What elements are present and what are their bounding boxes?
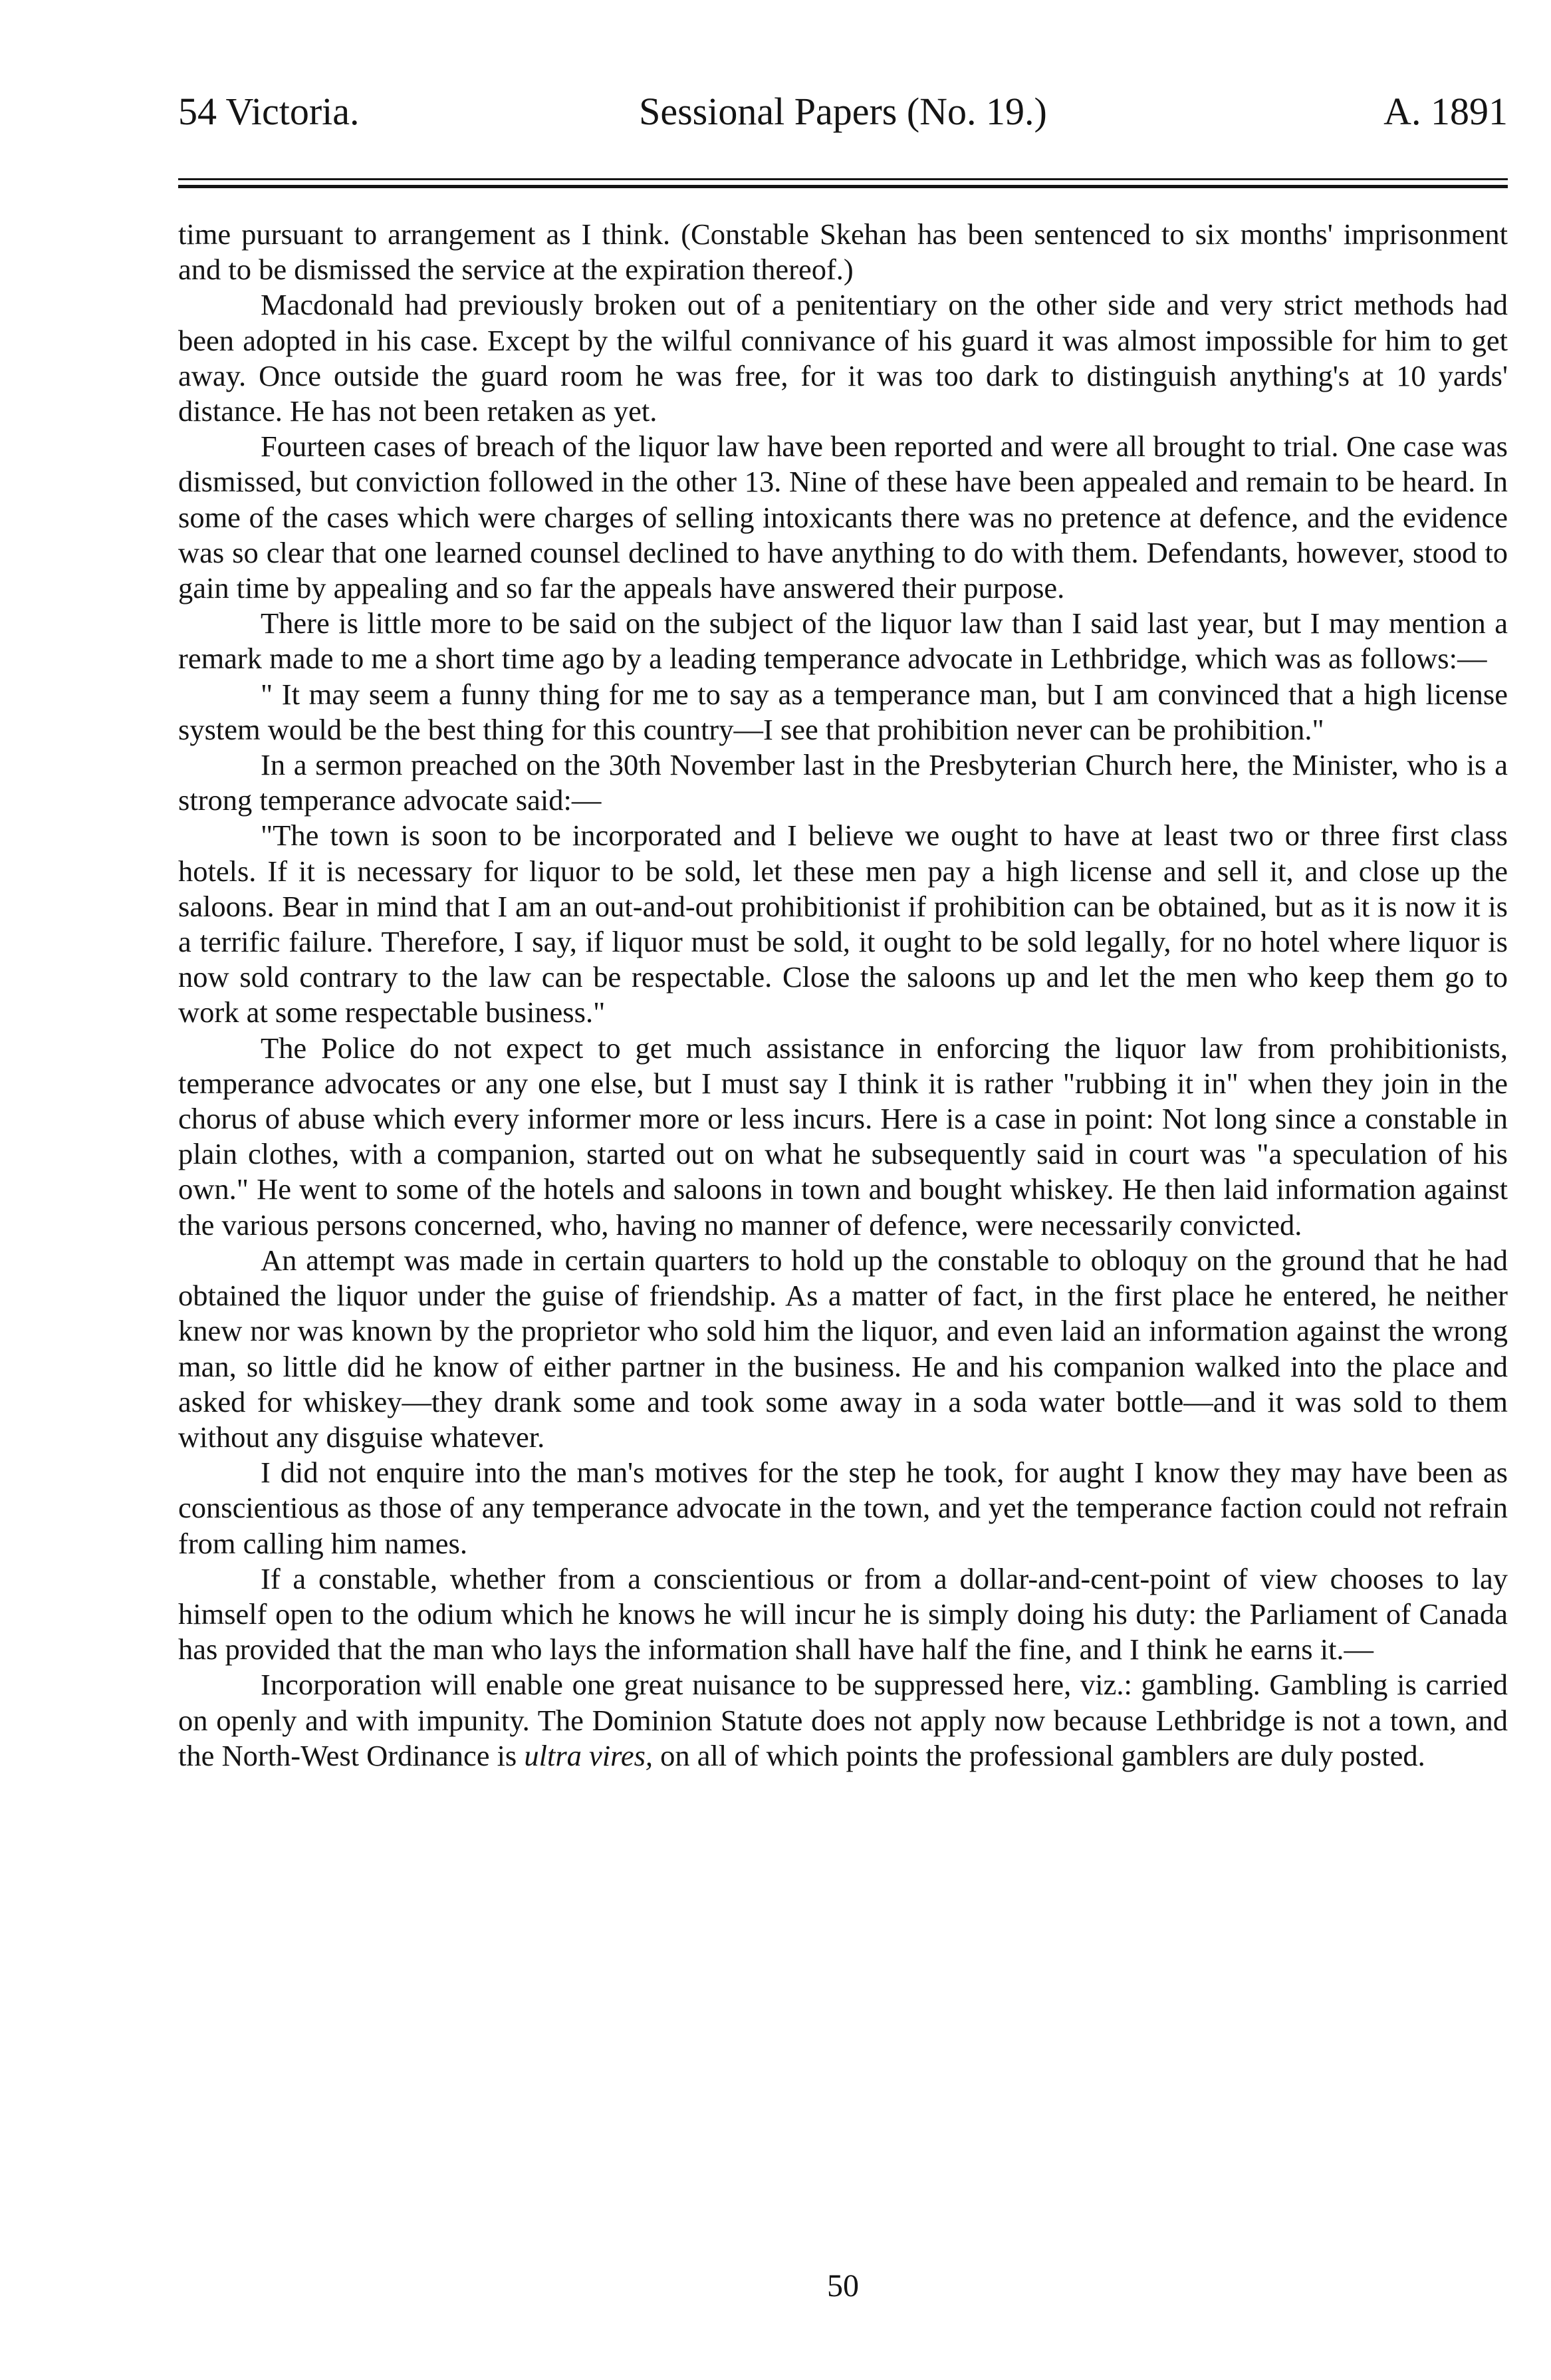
paragraph-continued: time pursuant to arrangement as I think. (Constable Skehan has been sentenced to six months' imprisonment and to be dismissed the service at the expiration thereof.) xyxy=(178,217,1508,287)
quote-temperance-advocate: " It may seem a funny thing for me to say as a temperance man, but I am convinced that a high license system would be the best thing for this country—I see that prohibition never can be prohibition." xyxy=(178,677,1508,746)
header-rule-thick xyxy=(178,185,1508,188)
document-page xyxy=(178,0,1508,2380)
paragraph-gambling xyxy=(178,1667,1508,1774)
paragraph-constable-duty: If a constable, whether from a conscientious or from a dollar-and-cent-point of view chooses to lay himself open to the odium which he knows he will incur he is simply doing his duty: the Parliament of Canada has provided that the man who lays the information shall have half the fine, and I think he earns it.— xyxy=(178,1561,1508,1666)
report-body xyxy=(178,217,1508,1774)
paragraph-police-assistance: The Police do not expect to get much assistance in enforcing the liquor law from prohibitionists, temperance advocates or any one else, but I must say I think it is rather "rubbing it in" when they join in the chorus of abuse which every informer more or less incurs. Here is a case in point: Not long since a constable in plain clothes, with a companion, started out on what he subsequently said in court was "a speculation of his own." He went to some of the hotels and saloons in town and bought whiskey. He then laid information against the various persons concerned, who, having no manner of defence, were necessarily convicted. xyxy=(178,1031,1508,1242)
gambling-text-italic: ultra vires, xyxy=(524,1738,654,1772)
header-rule xyxy=(178,178,1508,188)
paragraph-macdonald-escape: Macdonald had previously broken out of a penitentiary on the other side and very strict methods had been adopted in his case. Except by the wilful connivance of his guard it was almost impossible for him to get away. Once outside the guard room he was free, for it was too dark to distinguish anything's at 10 yards' distance. He has not been retaken as yet. xyxy=(178,288,1508,428)
paragraph-obloquy: An attempt was made in certain quarters to hold up the constable to obloquy on the ground that he had obtained the liquor under the guise of friendship. As a matter of fact, in the first place he entered, he neither knew nor was known by the proprietor who sold him the liquor, and even laid an information against the wrong man, so little did he know of either partner in the business. He and his companion walked into the place and asked for whiskey—they drank some and took some away in a soda water bottle—and it was sold to them without any disguise whatever. xyxy=(178,1243,1508,1454)
gambling-text-after: on all of which points the professional gamblers are duly posted. xyxy=(653,1738,1425,1772)
running-header xyxy=(178,85,1508,138)
quote-minister: "The town is soon to be incorporated and I believe we ought to have at least two or three first class hotels. If it is necessary for liquor to be sold, let these men pay a high license and sell it, and close up the saloons. Bear in mind that I am an out-and-out prohibitionist if prohibition can be obtained, but as it is now it is a terrific failure. Therefore, I say, if liquor must be sold, it ought to be sold legally, for no hotel where liquor is now sold contrary to the law can be respectable. Close the saloons up and let the men who keep them go to work at some respectable business." xyxy=(178,819,1508,1029)
header-year: A. 1891 xyxy=(1383,90,1508,133)
paragraph-motives: I did not enquire into the man's motives for the step he took, for aught I know they may have been as conscientious as those of any temperance advocate in the town, and yet the temperance faction could not refrain from calling him names. xyxy=(178,1456,1508,1560)
paragraph-liquor-cases: Fourteen cases of breach of the liquor law have been reported and were all brought to trial. One case was dismissed, but conviction followed in the other 13. Nine of these have been appealed and remain to be heard. In some of the cases which were charges of selling intoxicants there was no pretence at defence, and the evidence was so clear that one learned counsel declined to have anything to do with them. Defendants, however, stood to gain time by appealing and so far the appeals have answered their purpose. xyxy=(178,430,1508,605)
paragraph-sermon: In a sermon preached on the 30th November last in the Presbyterian Church here, the Minister, who is a strong temperance advocate said:— xyxy=(178,748,1508,817)
gambling-text-before: Incorporation will enable one great nuisance to be suppressed here, viz.: gambling. Gambling is carried on openly and with impunity. The Dominion Statute does not apply now because Lethbridge is not a town, and the North-West Ordinance is xyxy=(178,1668,1508,1772)
paragraph-liquor-law: There is little more to be said on the subject of the liquor law than I said last year, but I may mention a remark made to me a short time ago by a leading temperance advocate in Lethbridge, which was as follows:— xyxy=(178,606,1508,676)
header-session: 54 Victoria. xyxy=(178,90,360,133)
page-number: 50 xyxy=(827,2268,859,2304)
header-title: Sessional Papers (No. 19.) xyxy=(639,90,1047,133)
